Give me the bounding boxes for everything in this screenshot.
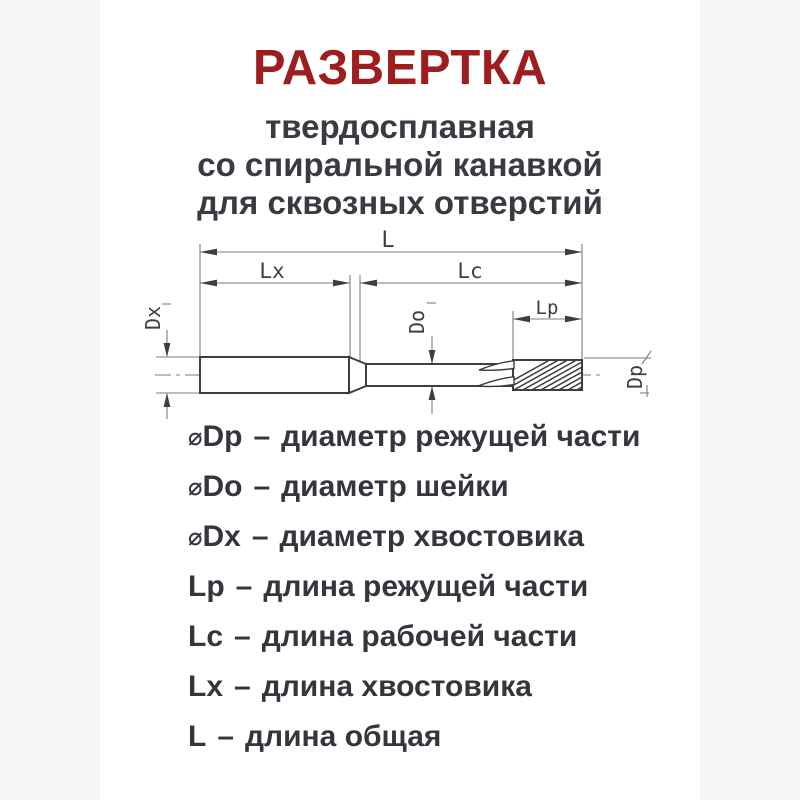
subtitle-line: для сквозных отверстий [197, 184, 603, 221]
legend-item [188, 712, 700, 762]
legend [188, 412, 700, 762]
legend-code: Lc [188, 620, 224, 653]
legend-code: Dp [202, 420, 243, 453]
dim-label-Lc: Lc [457, 259, 483, 283]
legend-description: длина режущей части [263, 570, 589, 603]
legend-dash: – [235, 570, 253, 603]
diameter-symbol: ⌀ [188, 423, 203, 451]
legend-dash: – [251, 520, 269, 553]
subtitle-line: твердосплавная [265, 108, 535, 145]
legend-code: L [188, 720, 207, 753]
legend-dash: – [253, 420, 271, 453]
dim-label-Do: Do [405, 309, 429, 335]
legend-code: Do [202, 470, 243, 503]
legend-description: диаметр режущей части [281, 420, 641, 453]
legend-dash: – [217, 720, 235, 753]
legend-item [188, 562, 700, 612]
dim-label-Dx: Dx [141, 305, 165, 331]
dim-label-Dp: Dp [623, 364, 647, 390]
legend-code: Lx [188, 670, 224, 703]
taper [349, 357, 366, 393]
legend-dash: – [234, 620, 251, 653]
dim-label-Lx: Lx [259, 259, 285, 283]
shank [200, 357, 349, 393]
reamer-technical-drawing [100, 230, 700, 430]
legend-description: длина рабочей части [261, 620, 578, 653]
legend-code: Lp [188, 570, 225, 603]
legend-description: диаметр шейки [281, 470, 509, 503]
legend-item [188, 612, 700, 662]
legend-item [188, 512, 700, 562]
legend-item [188, 462, 700, 512]
legend-code: Dx [202, 520, 241, 553]
page-title: РАЗВЕРТКА [252, 41, 548, 95]
infographic-panel [100, 0, 700, 800]
dim-label-Lp: Lp [535, 297, 559, 319]
diameter-symbol: ⌀ [188, 523, 203, 551]
legend-description: диаметр хвостовика [279, 520, 585, 553]
legend-item [188, 412, 700, 462]
diameter-symbol: ⌀ [188, 473, 203, 501]
legend-description: длина хвостовика [261, 670, 532, 703]
reamer-body [200, 357, 582, 393]
subtitle-line: со спиральной канавкой [197, 146, 603, 183]
legend-item [188, 662, 700, 712]
dim-label-L: L [381, 230, 395, 253]
legend-description: длина общая [245, 720, 442, 753]
subtitle-block [100, 108, 700, 222]
legend-dash: – [234, 670, 251, 703]
legend-dash: – [253, 470, 271, 503]
